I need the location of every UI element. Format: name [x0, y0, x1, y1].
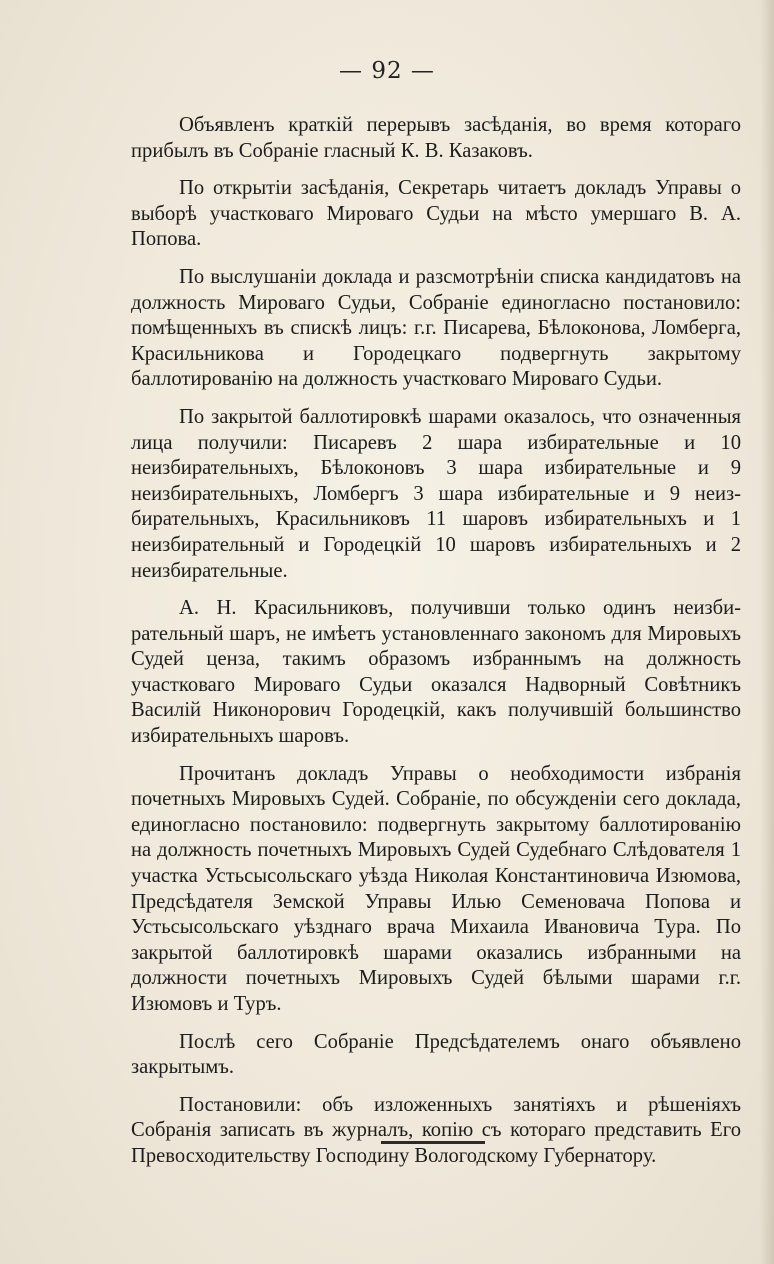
page-edge-shadow: [760, 0, 774, 1264]
paragraph-6: Прочитанъ докладъ Управы о необходимости избранія почетныхъ Мировыхъ Судей. Собраніе, по обсужденіи сего доклада, единогласно постановило: подвергнуть закрытому баллотированію на должность почетныхъ Мировыхъ Судей Судебнаго Слѣдователя 1 участка Устьсысольскаго уѣзда Николая Константиновича Изюмова, Предсѣдателя Земской Управы Илью Семеновача Попова и Устьсысольскаго уѣзднаго врача Михаила Ивановича Тура. По закрытой баллотировкѣ шарами оказались избранными на должности почетныхъ Мировыхъ Судей бѣлыми шарами г.г. Изюмовъ и Туръ.: [131, 762, 741, 1015]
paragraph-7: Послѣ сего Собраніе Предсѣдателемъ онаго объявлено закрытымъ.: [131, 1030, 741, 1079]
paragraph-5: А. Н. Красильниковъ, получивши только одинъ неизбирательный шаръ, не имѣетъ установленнаго закономъ для Мировыхъ Судей ценза, такимъ образомъ избраннымъ на должность участковаго Мироваго Судьи оказался Надворный Совѣтникъ Василій Никонорович Городецкій, какъ получившій большинство избирательныхъ шаровъ.: [131, 597, 741, 748]
paragraph-1: Объявленъ краткій перерывъ засѣданія, во время котораго прибылъ въ Собраніе гласный К. В. Казаковъ.: [131, 114, 741, 162]
paragraph-8: Постановили: объ изложенныхъ занятіяхъ и рѣшеніяхъ Собранія записать въ журналъ, копію съ котораго представить Его Превосходительству Господину Вологодскому Губернатору.: [131, 1093, 741, 1167]
paragraph-4: По закрытой баллотировкѣ шарами оказалось, что означенныя лица получили: Писаревъ 2 шара избирательные и 10 неизбирательныхъ, Бѣлоконовъ 3 шара избирательные и 9 неизбирательныхъ, Ломбергъ 3 шара избирательные и 9 неизбирательныхъ, Красильниковъ 11 шаровъ избирательныхъ и 1 неизбирательный и Городецкій 10 шаровъ избирательныхъ и 2 неизбирательные.: [131, 405, 741, 582]
page-number: — 92 —: [339, 58, 435, 84]
body-text: [131, 113, 741, 1182]
paragraph-2: По открытіи засѣданія, Секретарь читаетъ докладъ Управы о выборѣ участковаго Мироваго Судьи на мѣсто умершаго В. А. Попова.: [131, 177, 741, 251]
paragraph-3: По выслушаніи доклада и разсмотрѣніи списка кандидатовъ на должность Мироваго Судьи, Собраніе единогласно постановило: помѣщенныхъ въ спискѣ лицъ: г.г. Писарева, Бѣлоконова, Ломберга, Красильникова и Городецкаго подвергнуть закрытому баллотированію на должность участковаго Мироваго Судьи.: [131, 265, 741, 391]
end-rule-divider: [381, 1141, 485, 1144]
